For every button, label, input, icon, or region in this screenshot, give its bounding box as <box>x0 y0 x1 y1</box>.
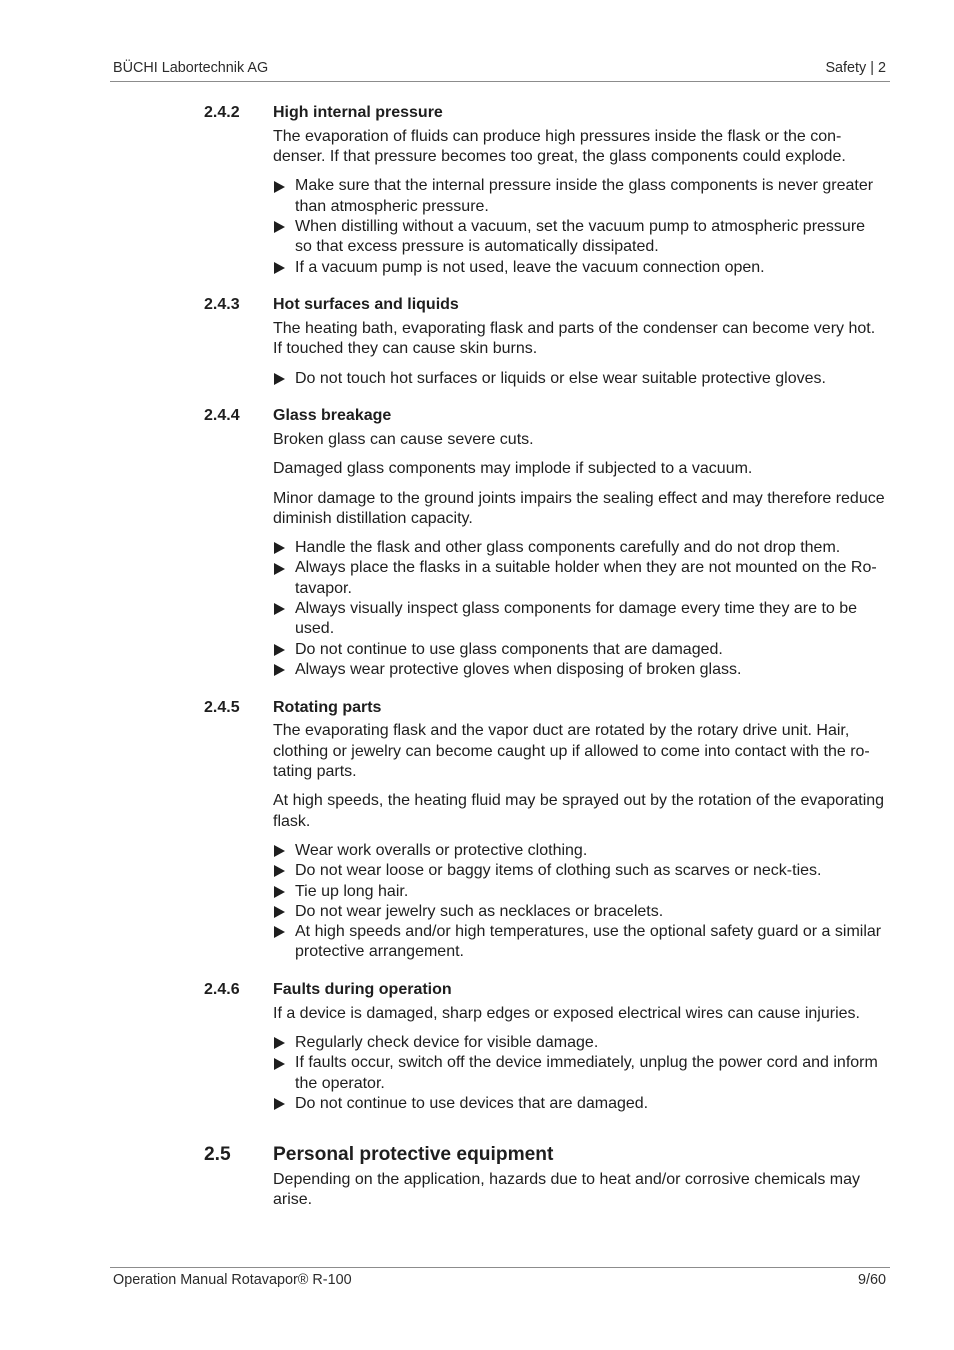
paragraph-line: denser. If that pressure becomes too great, the glass components could explode. <box>273 148 846 166</box>
paragraph-line: If touched they can cause skin burns. <box>273 340 538 358</box>
bullet-list <box>204 176 890 278</box>
bullet-line: If a vacuum pump is not used, leave the vacuum connection open. <box>295 258 765 276</box>
section-number: 2.5 <box>204 1143 231 1165</box>
subsection-title: High internal pressure <box>273 104 443 121</box>
bullet-list <box>204 1033 890 1114</box>
bullet-line: Wear work overalls or protective clothing. <box>295 841 588 859</box>
triangle-right-icon <box>274 563 285 575</box>
bullet-item <box>295 599 890 640</box>
bullet-line: Do not wear loose or baggy items of clothing such as scarves or neck-ties. <box>295 862 822 880</box>
triangle-right-icon <box>274 542 285 554</box>
bullet-line: Do not wear jewelry such as necklaces or bracelets. <box>295 902 664 920</box>
subsection-number: 2.4.5 <box>204 698 240 716</box>
bullet-line: Make sure that the internal pressure inside the glass components is never greater <box>295 177 874 195</box>
subsection-title: Rotating parts <box>273 698 382 716</box>
bullet-item <box>295 538 890 558</box>
bullet-line: When distilling without a vacuum, set the vacuum pump to atmospheric pressure <box>295 218 866 235</box>
bullet-line: Regularly check device for visible damage. <box>295 1034 599 1052</box>
bullet-item <box>295 217 890 258</box>
bullet-item <box>295 841 890 861</box>
bullet-line: Handle the flask and other glass components carefully and do not drop them. <box>295 539 841 557</box>
bullet-line: Do not continue to use devices that are damaged. <box>295 1095 649 1113</box>
paragraph-line: Damaged glass components may implode if subjected to a vacuum. <box>273 460 753 478</box>
bullet-line: used. <box>295 620 335 638</box>
paragraph-line: clothing or jewelry can become caught up if allowed to come into contact with the ro- <box>273 742 870 760</box>
bullet-item <box>295 369 890 389</box>
subsection-number: 2.4.4 <box>204 407 240 425</box>
paragraph <box>273 1004 890 1024</box>
company-name: BÜCHI Labortechnik AG <box>113 60 269 76</box>
triangle-right-icon <box>274 1098 285 1110</box>
page-body <box>204 103 890 1219</box>
subsection-heading <box>204 295 890 315</box>
triangle-right-icon <box>274 865 285 877</box>
bullet-item <box>295 922 890 963</box>
paragraph <box>273 1170 890 1211</box>
page-header <box>113 59 886 77</box>
paragraph <box>273 127 890 168</box>
bullet-line: protective arrangement. <box>295 943 464 961</box>
bullet-line: so that excess pressure is automatically dissipated. <box>295 238 659 256</box>
paragraph-line: At high speeds, the heating fluid may be sprayed out by the rotation of the evaporating <box>273 792 885 810</box>
paragraph-line: Minor damage to the ground joints impairs the sealing effect and may therefore reduce <box>273 489 885 507</box>
bullet-item <box>295 558 890 599</box>
paragraph-line: tating parts. <box>273 763 357 781</box>
paragraph-line: The evaporation of fluids can produce high pressures inside the flask or the con- <box>273 127 842 145</box>
bullet-item <box>295 176 890 217</box>
bullet-line: than atmospheric pressure. <box>295 197 489 215</box>
paragraph-line: Broken glass can cause severe cuts. <box>273 431 534 449</box>
triangle-right-icon <box>274 1037 285 1049</box>
subsection-title: Faults during operation <box>273 981 452 999</box>
subsection-heading <box>204 103 890 123</box>
bullet-item <box>295 902 890 922</box>
subsection-2-4-2 <box>204 103 890 278</box>
bullet-line: Tie up long hair. <box>295 882 409 900</box>
bullet-line: Do not touch hot surfaces or liquids or else wear suitable protective gloves. <box>295 369 826 387</box>
bullet-item <box>295 1053 890 1094</box>
subsection-2-4-4 <box>204 406 890 680</box>
subsection-heading <box>204 698 890 718</box>
triangle-right-icon <box>274 373 285 385</box>
bullet-item <box>295 1033 890 1053</box>
paragraph-line: If a device is damaged, sharp edges or exposed electrical wires can cause injuries. <box>273 1004 860 1022</box>
subsection-heading <box>204 980 890 1000</box>
bullet-item <box>295 640 890 660</box>
bullet-item <box>295 1094 890 1114</box>
bullet-line: Do not continue to use glass components that are damaged. <box>295 640 723 658</box>
bullet-list <box>204 369 890 389</box>
triangle-right-icon <box>274 603 285 615</box>
paragraph <box>273 721 890 782</box>
section-title: Personal protective equipment <box>273 1143 554 1165</box>
paragraph-line: Depending on the application, hazards due to heat and/or corrosive chemicals may <box>273 1170 861 1188</box>
paragraph-line: The heating bath, evaporating flask and parts of the condenser can become very hot. <box>273 320 876 338</box>
paragraph-line: flask. <box>273 812 311 830</box>
triangle-right-icon <box>274 221 285 233</box>
subsection-2-4-6 <box>204 980 890 1114</box>
triangle-right-icon <box>274 906 285 918</box>
bullet-line: Always visually inspect glass components for damage every time they are to be <box>295 600 858 618</box>
bullet-line: Always place the flasks in a suitable holder when they are not mounted on the Ro- <box>295 559 877 577</box>
bullet-item <box>295 861 890 881</box>
subsection-number: 2.4.2 <box>204 104 240 121</box>
subsection-number: 2.4.6 <box>204 981 240 999</box>
subsection-number: 2.4.3 <box>204 296 240 314</box>
triangle-right-icon <box>274 926 285 938</box>
paragraph <box>273 791 890 832</box>
bullet-item <box>295 882 890 902</box>
bullet-line: the operator. <box>295 1074 385 1092</box>
paragraph <box>273 489 890 530</box>
paragraph <box>273 430 890 450</box>
chapter-label: Safety | 2 <box>825 60 886 76</box>
paragraph <box>273 459 890 479</box>
paragraph-line: diminish distillation capacity. <box>273 509 473 527</box>
subsection-title: Hot surfaces and liquids <box>273 296 459 314</box>
paragraph-line: The evaporating flask and the vapor duct are rotated by the rotary drive unit. Hair, <box>273 722 850 740</box>
bullet-item <box>295 258 890 278</box>
header-rule <box>110 81 890 82</box>
bullet-line: If faults occur, switch off the device immediately, unplug the power cord and inform <box>295 1054 878 1072</box>
page-footer <box>113 1271 886 1289</box>
footer-rule <box>110 1267 890 1268</box>
triangle-right-icon <box>274 886 285 898</box>
page-number: 9/60 <box>857 1272 886 1288</box>
bullet-line: At high speeds and/or high temperatures, use the optional safety guard or a similar <box>295 923 882 941</box>
triangle-right-icon <box>274 644 285 656</box>
triangle-right-icon <box>274 845 285 857</box>
bullet-item <box>295 660 890 680</box>
subsection-title: Glass breakage <box>273 407 392 425</box>
section-heading <box>204 1143 890 1167</box>
triangle-right-icon <box>274 262 285 274</box>
triangle-right-icon <box>274 664 285 676</box>
bullet-list <box>204 538 890 680</box>
paragraph <box>273 319 890 360</box>
subsection-2-4-5 <box>204 698 890 963</box>
triangle-right-icon <box>274 1058 285 1070</box>
paragraph-line: arise. <box>273 1190 313 1208</box>
triangle-right-icon <box>274 181 285 193</box>
bullet-line: tavapor. <box>295 579 352 597</box>
bullet-list <box>204 841 890 963</box>
subsection-2-4-3 <box>204 295 890 389</box>
manual-title: Operation Manual Rotavapor® R-100 <box>113 1272 352 1288</box>
section-2-5 <box>204 1143 890 1211</box>
bullet-line: Always wear protective gloves when disposing of broken glass. <box>295 661 742 678</box>
subsection-heading <box>204 406 890 426</box>
